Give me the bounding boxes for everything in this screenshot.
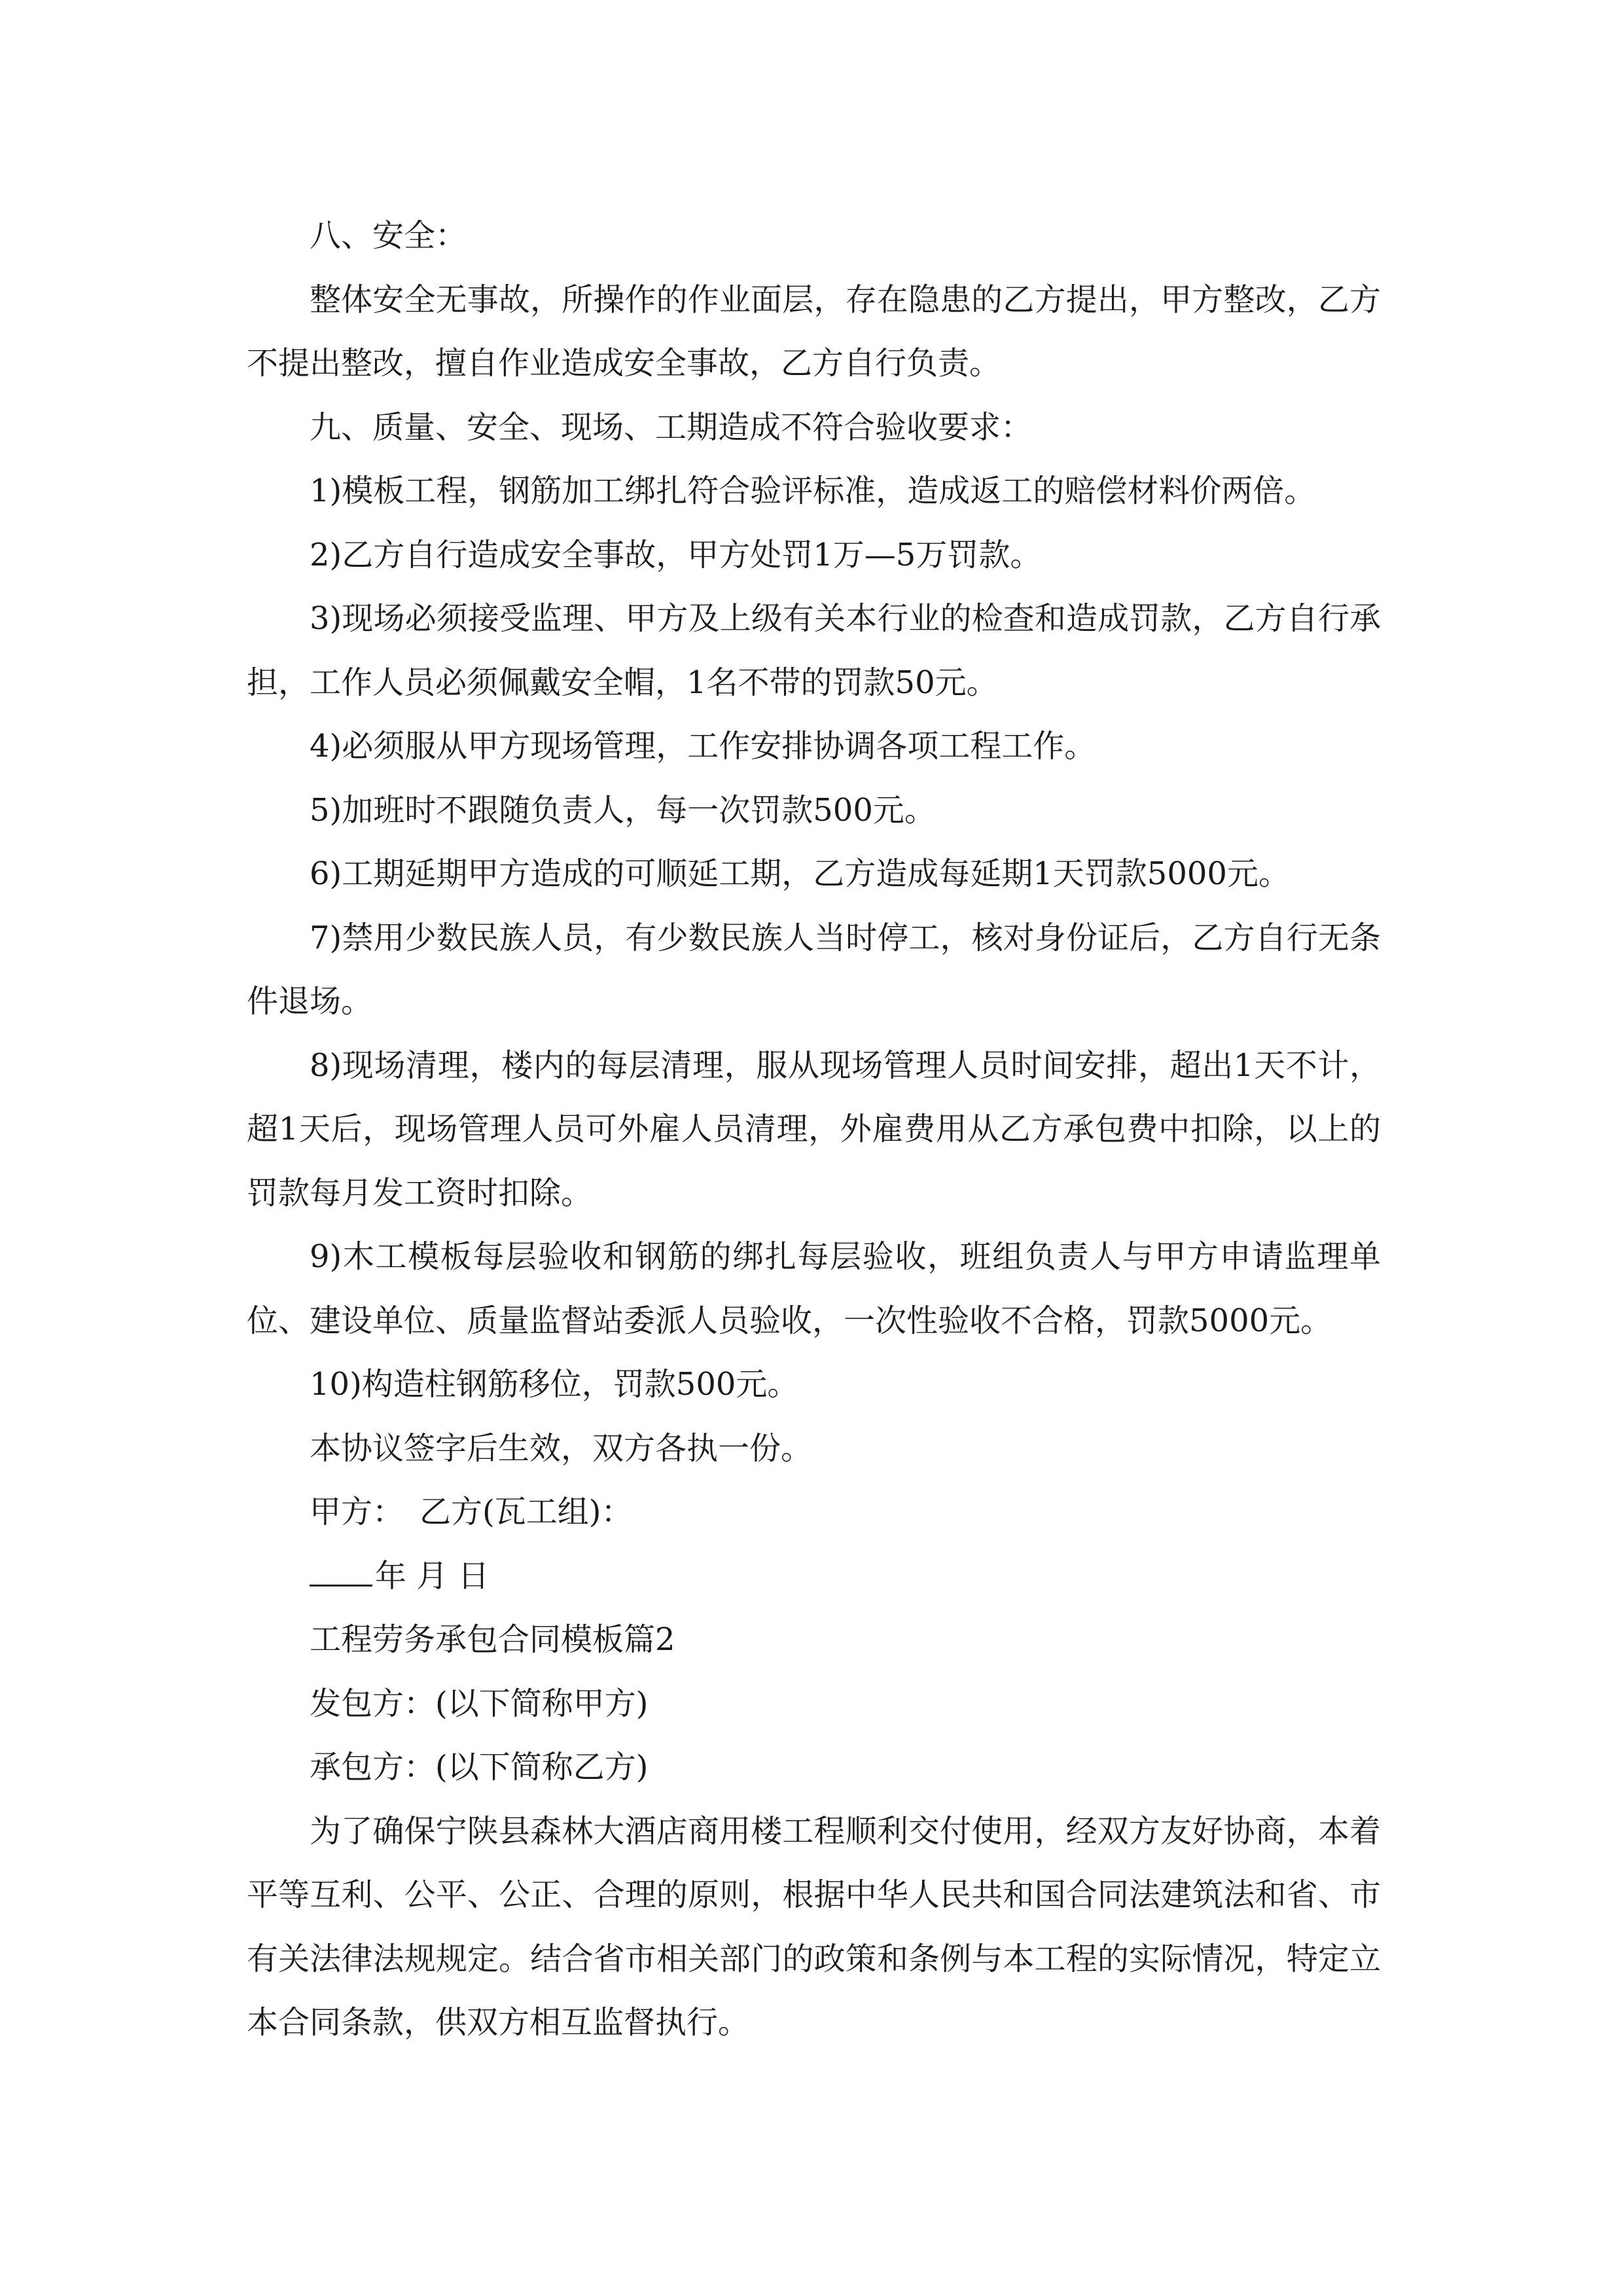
date-blank (310, 1558, 372, 1587)
paragraph: 整体安全无事故，所操作的作业面层，存在隐患的乙方提出，甲方整改，乙方不提出整改，擅自作业造成安全事故，乙方自行负责。 (247, 281, 1381, 382)
list-item: 8)现场清理，楼内的每层清理，服从现场管理人员时间安排，超出1天不计，超1天后，现场管理人员可外雇人员清理，外雇费用从乙方承包费中扣除，以上的罚款每月发工资时扣除。 (247, 1047, 1381, 1211)
paragraph: 本协议签字后生效，双方各执一份。 (310, 1429, 813, 1467)
list-item: 1)模板工程，钢筋加工绑扎符合验评标准，造成返工的赔偿材料价两倍。 (310, 473, 1316, 509)
date-line (247, 1545, 1381, 1609)
date-text: 年 月 日 (375, 1557, 490, 1594)
signature-line: 甲方： 乙方(瓦工组)： (310, 1494, 633, 1530)
list-item: 5)加班时不跟随负责人，每一次罚款500元。 (310, 791, 936, 829)
list-item: 7)禁用少数民族人员，有少数民族人当时停工，核对身份证后，乙方自行无条件退场。 (247, 919, 1381, 1020)
list-item: 4)必须服从甲方现场管理，工作安排协调各项工程工作。 (310, 728, 1096, 764)
list-item: 9)木工模板每层验收和钢筋的绑扎每层验收，班组负责人与甲方申请监理单位、建设单位、质量监督站委派人员验收，一次性验收不合格，罚款5000元。 (247, 1238, 1381, 1339)
document-body (247, 204, 1381, 2055)
party-line: 承包方：(以下简称乙方) (310, 1749, 649, 1785)
list-item: 2)乙方自行造成安全事故，甲方处罚1万—5万罚款。 (310, 536, 1042, 573)
list-item: 6)工期延期甲方造成的可顺延工期，乙方造成每延期1天罚款5000元。 (310, 855, 1290, 892)
section-title: 工程劳务承包合同模板篇2 (310, 1621, 675, 1658)
list-item: 10)构造柱钢筋移位，罚款500元。 (310, 1366, 799, 1403)
list-item: 3)现场必须接受监理、甲方及上级有关本行业的检查和造成罚款，乙方自行承担，工作人员必须佩戴安全帽，1名不带的罚款50元。 (247, 600, 1381, 701)
section-heading-safety: 八、安全： (310, 217, 467, 254)
section-heading-quality: 九、质量、安全、现场、工期造成不符合验收要求： (310, 408, 1033, 446)
paragraph: 为了确保宁陕县森林大酒店商用楼工程顺利交付使用，经双方友好协商，本着平等互利、公平、公正、合理的原则，根据中华人民共和国合同法建筑法和省、市有关法律法规规定。结合省市相关部门的政策和条例与本工程的实际情况，特定立本合同条款，供双方相互监督执行。 (247, 1812, 1381, 2041)
party-line: 发包方：(以下简称甲方) (310, 1685, 649, 1722)
